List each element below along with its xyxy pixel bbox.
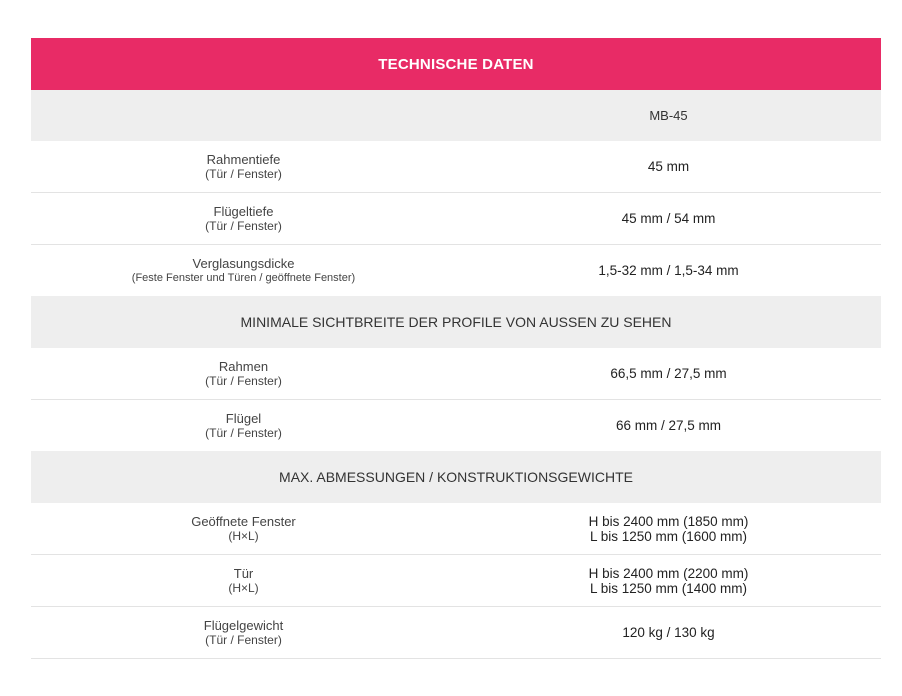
model-label-cell [31,90,456,141]
row-sublabel: (Feste Fenster und Türen / geöffnete Fenster) [131,271,356,284]
table-row [31,245,881,296]
row-label: Flügel [225,410,262,426]
section-title: MAX. ABMESSUNGEN / KONSTRUKTIONSGEWICHTE [279,469,633,485]
row-label: Geöffnete Fenster [191,513,296,529]
row-value-cell [456,348,881,399]
row-sublabel: (Tür / Fenster) [205,166,282,181]
row-sublabel: (Tür / Fenster) [205,632,282,647]
row-label-cell [31,555,456,606]
table-row [31,141,881,193]
row-label-cell [31,193,456,244]
row-label: Flügelgewicht [203,617,284,633]
table-title-bar [31,38,881,90]
model-name-cell [456,90,881,141]
row-value: 66 mm / 27,5 mm [615,418,722,433]
row-value: 45 mm [647,159,690,174]
row-sublabel: (Tür / Fenster) [205,373,282,388]
row-value: H bis 2400 mm (1850 mm) [588,513,749,529]
model-row [31,90,881,141]
table-title: TECHNISCHE DATEN [378,55,534,73]
row-label: Tür [233,565,254,581]
row-value-cell [456,193,881,244]
row-sublabel: (Tür / Fenster) [205,425,282,440]
row-label-cell [31,141,456,192]
row-sublabel: (H×L) [228,528,259,543]
row-value: L bis 1250 mm (1600 mm) [589,528,748,544]
row-label-cell [31,607,456,658]
row-sublabel: (Tür / Fenster) [205,218,282,233]
section-title: MINIMALE SICHTBREITE DER PROFILE VON AUSSEN ZU SEHEN [240,314,672,330]
row-value: 1,5-32 mm / 1,5-34 mm [598,263,739,278]
row-label-cell [31,503,456,554]
section-header-max-dimensions [31,451,881,503]
row-value-cell [456,141,881,192]
table-row [31,555,881,607]
row-value-cell [456,555,881,606]
row-value: L bis 1250 mm (1400 mm) [589,580,748,596]
row-label: Verglasungsdicke [192,255,295,271]
table-row [31,503,881,555]
row-value: H bis 2400 mm (2200 mm) [588,565,749,581]
row-label: Rahmentiefe [206,151,281,167]
row-label-cell [31,348,456,399]
section-header-profile-widths [31,296,881,348]
row-value-cell [456,245,881,296]
row-label: Rahmen [218,358,269,374]
row-value: 66,5 mm / 27,5 mm [610,366,727,381]
table-row [31,348,881,400]
table-row [31,607,881,659]
row-sublabel: (H×L) [228,580,259,595]
model-name: MB-45 [649,108,688,123]
row-label: Flügeltiefe [213,203,274,219]
row-value-cell [456,400,881,451]
table-row [31,193,881,245]
row-value-cell [456,503,881,554]
table-row [31,400,881,451]
row-label-cell [31,400,456,451]
row-value-cell [456,607,881,658]
technical-data-table [31,38,881,659]
row-value: 45 mm / 54 mm [621,211,716,226]
row-label-cell [31,245,456,296]
row-value: 120 kg / 130 kg [622,625,715,640]
